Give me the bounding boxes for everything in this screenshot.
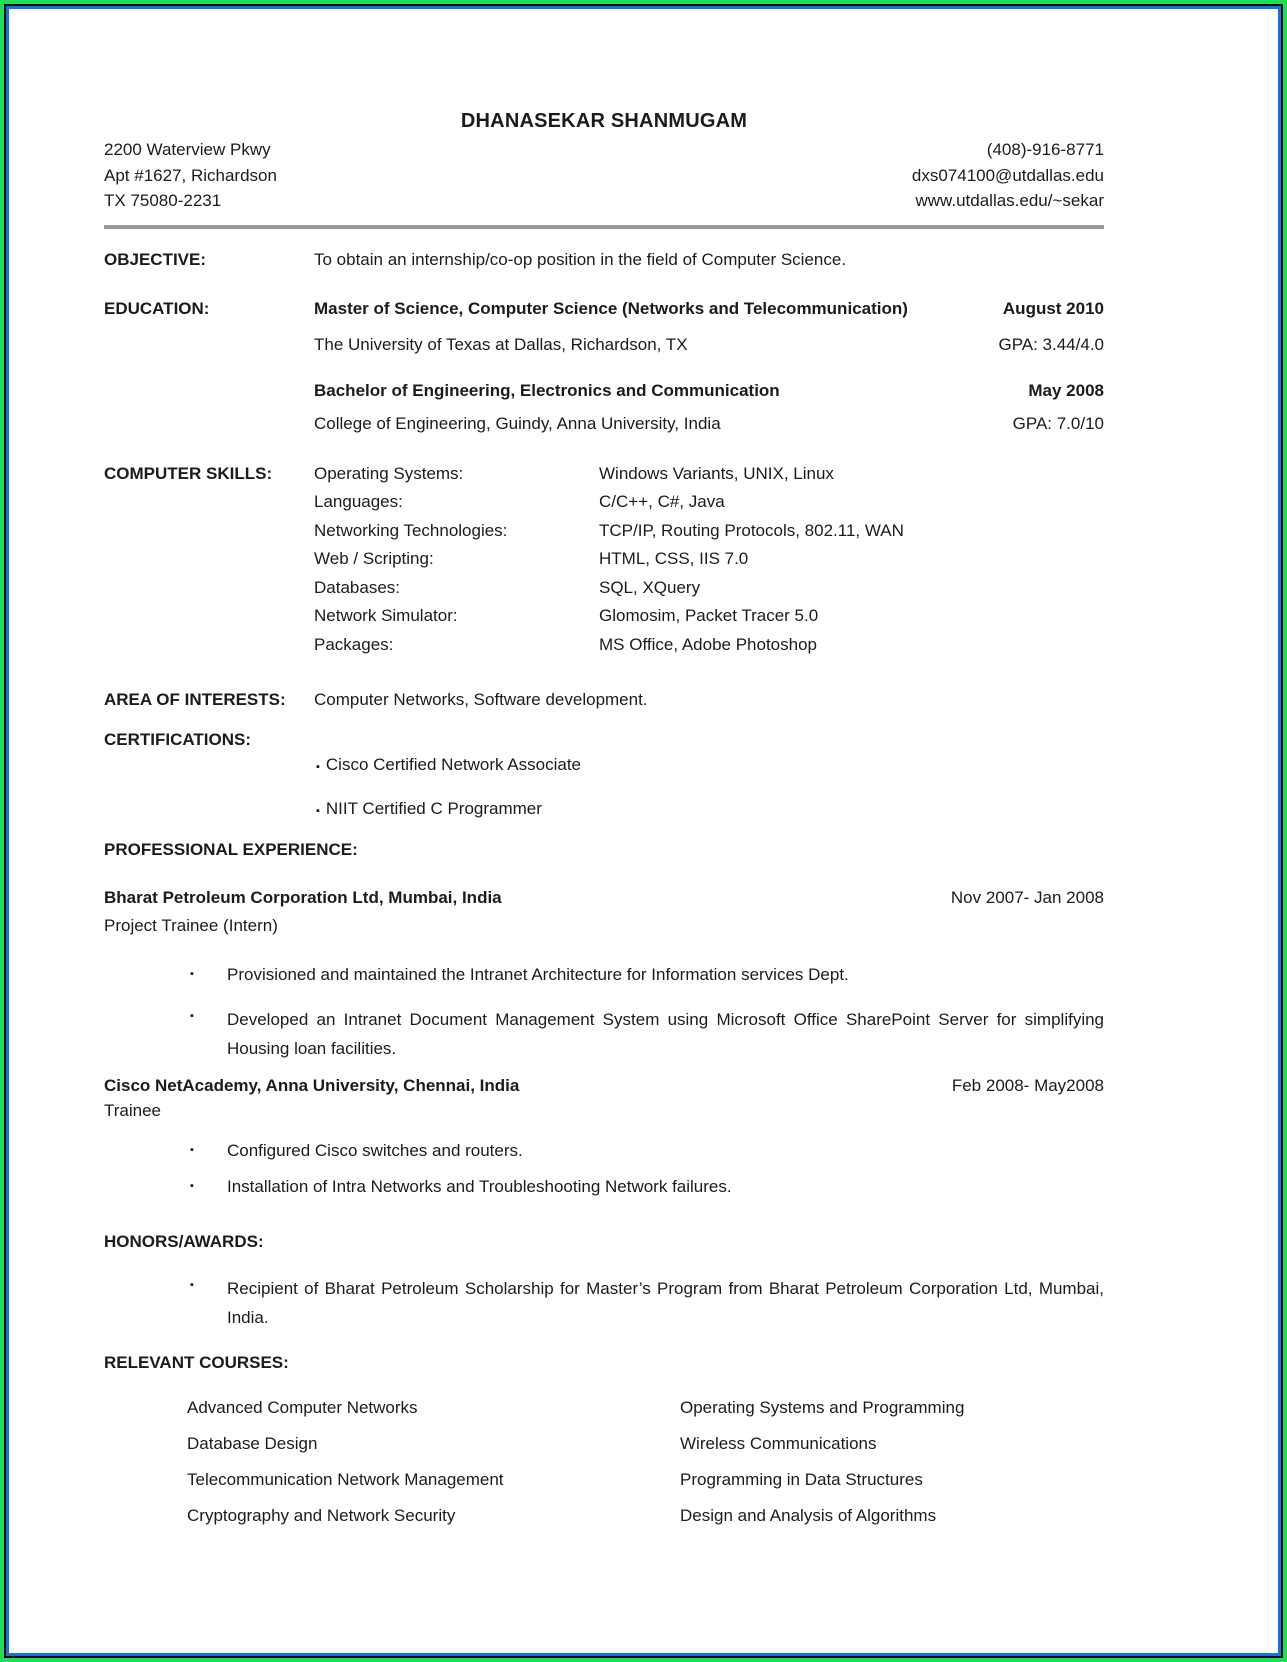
page-border-black — [4, 4, 1283, 1658]
skill-row — [314, 517, 1104, 546]
bullet-square-icon: ▪ — [190, 1009, 194, 1022]
skill-value: SQL, XQuery — [599, 577, 701, 597]
resume-page — [104, 9, 1104, 1527]
bullet-square-icon: ▪ — [190, 1179, 194, 1192]
professional-experience-label: PROFESSIONAL EXPERIENCE: — [104, 839, 358, 859]
header — [104, 109, 1104, 229]
address-line: 2200 Waterview Pkwy — [104, 140, 271, 159]
gpa-value: GPA: 7.0/10 — [1012, 413, 1104, 433]
bullet-square-icon: ▪ — [190, 967, 194, 980]
course-item: Database Design — [187, 1433, 318, 1453]
certification-item — [104, 753, 1104, 779]
contact-block — [912, 137, 1104, 214]
area-of-interests-label: AREA OF INTERESTS: — [104, 689, 286, 709]
skill-row — [314, 488, 1104, 517]
course-item: Cryptography and Network Security — [187, 1505, 456, 1525]
job-entry — [104, 886, 1104, 1063]
skill-row — [314, 460, 1104, 489]
bullet-square-icon: ▪ — [190, 1143, 194, 1156]
job-bullet-text: Developed an Intranet Document Management System using Microsoft Office SharePoint Server for simplifying Housing loan facilities. — [227, 1009, 1104, 1058]
certification-text: Cisco Certified Network Associate — [325, 754, 581, 774]
job-bullet — [104, 1005, 1104, 1063]
skill-row — [314, 602, 1104, 631]
honor-bullet-text: Recipient of Bharat Petroleum Scholarship for Master’s Program from Bharat Petroleum Corporation Ltd, Mumbai, India. — [227, 1278, 1104, 1327]
school-name: The University of Texas at Dallas, Richardson, TX — [314, 334, 688, 354]
relevant-courses-label: RELEVANT COURSES: — [104, 1352, 289, 1372]
certifications-label: CERTIFICATIONS: — [104, 729, 252, 749]
honors-awards-label: HONORS/AWARDS: — [104, 1231, 264, 1251]
skill-value: MS Office, Adobe Photoshop — [599, 635, 817, 655]
skill-key: Languages: — [314, 492, 403, 512]
section-computer-skills — [104, 460, 1104, 660]
job-dates: Feb 2008- May2008 — [951, 1075, 1104, 1095]
degree-name: Bachelor of Engineering, Electronics and Communication — [314, 380, 780, 400]
section-area-of-interests — [104, 688, 1104, 711]
job-role: Trainee — [104, 1100, 162, 1120]
degree-name: Master of Science, Computer Science (Networks and Telecommunication) — [314, 298, 908, 318]
education-entry — [314, 379, 1104, 435]
skill-value: HTML, CSS, IIS 7.0 — [599, 549, 749, 569]
skill-value: Glomosim, Packet Tracer 5.0 — [599, 606, 819, 626]
website-url: www.utdallas.edu/~sekar — [915, 191, 1104, 210]
skill-key: Operating Systems: — [314, 463, 464, 483]
certification-item — [104, 797, 1104, 823]
phone-number: (408)-916-8771 — [986, 140, 1104, 159]
skill-key: Web / Scripting: — [314, 549, 434, 569]
company-name: Bharat Petroleum Corporation Ltd, Mumbai, India — [104, 887, 502, 907]
section-professional-experience — [104, 838, 1104, 1198]
computer-skills-label: COMPUTER SKILLS: — [104, 463, 273, 483]
skill-key: Network Simulator: — [314, 606, 458, 626]
education-entry — [314, 297, 1104, 356]
address-block — [104, 137, 277, 214]
section-relevant-courses — [104, 1351, 1104, 1527]
job-bullet-text: Installation of Intra Networks and Troubleshooting Network failures. — [227, 1176, 732, 1196]
objective-label: OBJECTIVE: — [104, 249, 207, 269]
job-bullet — [104, 1139, 1104, 1162]
skill-row — [314, 631, 1104, 660]
job-bullet-text: Provisioned and maintained the Intranet Architecture for Information services Dept. — [227, 964, 849, 984]
skill-key: Databases: — [314, 577, 400, 597]
header-divider — [104, 225, 1104, 229]
company-name: Cisco NetAcademy, Anna University, Chennai, India — [104, 1075, 520, 1095]
education-label: EDUCATION: — [104, 298, 210, 318]
email-address: dxs074100@utdallas.edu — [911, 165, 1104, 185]
section-certifications — [104, 728, 1104, 823]
honor-bullet — [104, 1274, 1104, 1332]
degree-date: August 2010 — [1002, 298, 1104, 318]
page-border-blue — [6, 6, 1281, 1656]
bullet-square-icon: ▪ — [190, 1278, 194, 1291]
courses-right-column — [680, 1396, 1104, 1527]
area-of-interests-text: Computer Networks, Software development. — [314, 689, 648, 709]
course-item: Design and Analysis of Algorithms — [680, 1505, 937, 1525]
job-bullet-text: Configured Cisco switches and routers. — [227, 1140, 523, 1160]
degree-date: May 2008 — [1028, 380, 1104, 400]
courses-left-column — [187, 1396, 680, 1527]
skill-value: C/C++, C#, Java — [599, 492, 725, 512]
address-line: Apt #1627, Richardson — [104, 165, 277, 185]
job-dates: Nov 2007- Jan 2008 — [950, 887, 1104, 907]
address-line: TX 75080-2231 — [104, 191, 222, 210]
skill-value: Windows Variants, UNIX, Linux — [599, 463, 834, 483]
certification-text: NIIT Certified C Programmer — [325, 798, 542, 818]
section-objective — [104, 248, 1104, 271]
job-bullet — [104, 963, 1104, 986]
bullet-square-icon: ▪ — [316, 804, 320, 817]
school-name: College of Engineering, Guindy, Anna University, India — [314, 413, 721, 433]
course-item: Programming in Data Structures — [680, 1469, 923, 1489]
bullet-square-icon: ▪ — [316, 760, 320, 773]
skill-value: TCP/IP, Routing Protocols, 802.11, WAN — [599, 520, 904, 540]
objective-text: To obtain an internship/co-op position in the field of Computer Science. — [314, 249, 847, 269]
course-item: Advanced Computer Networks — [187, 1397, 418, 1417]
gpa-value: GPA: 3.44/4.0 — [998, 334, 1104, 354]
job-role: Project Trainee (Intern) — [104, 915, 278, 935]
course-item: Operating Systems and Programming — [680, 1397, 965, 1417]
job-bullet — [104, 1175, 1104, 1198]
page-title: DHANASEKAR SHANMUGAM — [460, 110, 748, 132]
section-education — [104, 297, 1104, 435]
skill-row — [314, 574, 1104, 603]
skill-key: Networking Technologies: — [314, 520, 508, 540]
section-honors-awards — [104, 1230, 1104, 1332]
course-item: Telecommunication Network Management — [187, 1469, 504, 1489]
skill-key: Packages: — [314, 635, 394, 655]
skill-row — [314, 545, 1104, 574]
job-entry — [104, 1074, 1104, 1198]
course-item: Wireless Communications — [680, 1433, 877, 1453]
